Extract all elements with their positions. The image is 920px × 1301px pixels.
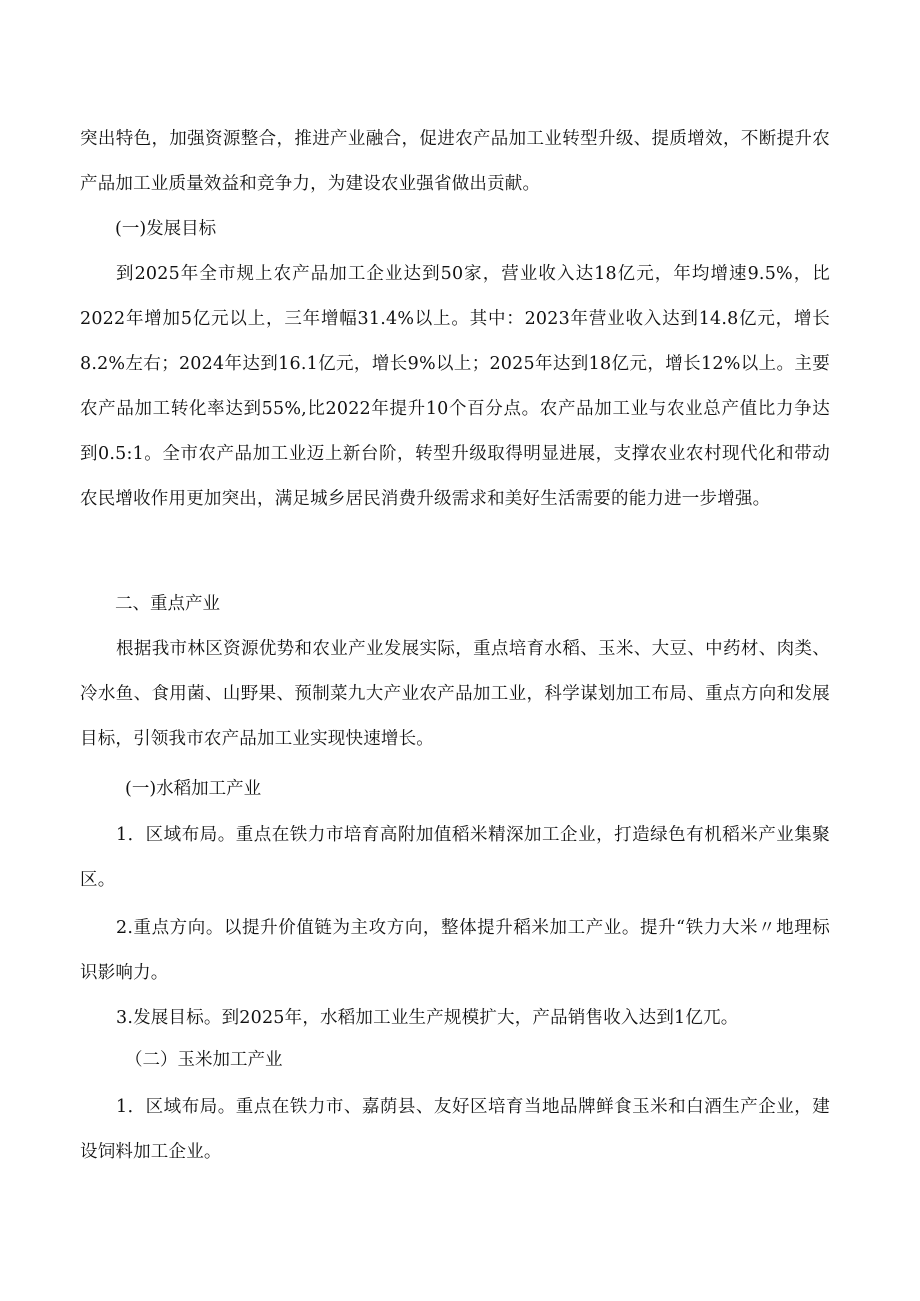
section-heading-development-goals: (一)发展目标 <box>115 219 217 239</box>
section-heading-corn-processing: （二）玉米加工产业 <box>125 1050 283 1070</box>
rice-development-goal-paragraph: 3.发展目标。到2025年，水稻加工业生产规模扩大，产品销售收入达到1亿兀。 <box>116 1008 739 1028</box>
intro-paragraph: 突出特色，加强资源整合，推进产业融合，促进农产品加工业转型升级、提质增效，不断提升农产品加工业质量效益和竞争力，为建设农业强省做出贡献。 <box>80 129 830 194</box>
section-heading-key-industries: 二、重点产业 <box>115 594 220 614</box>
key-industries-paragraph: 根据我市林区资源优势和农业产业发展实际，重点培育水稻、玉米、大豆、中药材、肉类、冷水鱼、食用菌、山野果、预制菜九大产业农产品加工业，科学谋划加工布局、重点方向和发展目标，引领我市农产品加工业实现快速增长。 <box>80 639 830 749</box>
corn-regional-layout-paragraph: 1．区域布局。重点在铁力市、嘉荫县、友好区培育当地品牌鲜食玉米和白酒生产企业，建设饲料加工企业。 <box>80 1097 830 1162</box>
development-goals-paragraph: 到2025年全市规上农产品加工企业达到50家，营业收入达18亿元，年均增速9.5%，比2022年增加5亿元以上，三年增幅31.4%以上。其中：2023年营业收入达到14.8亿元，增长8.2%左右；2024年达到16.1亿元，增长9%以上；2025年达到18亿元，增长12%以上。主要农产品加工转化率达到55%,比2022年提升10个百分点。农产品加工业与农业总产值比力争达到0.5:1。全市农产品加工业迈上新台阶，转型升级取得明显进展，支撑农业农村现代化和带动农民增收作用更加突出，满足城乡居民消费升级需求和美好生活需要的能力进一步增强。 <box>80 264 830 509</box>
rice-regional-layout-paragraph: 1．区域布局。重点在铁力市培育高附加值稻米精深加工企业，打造绿色有机稻米产业集聚区。 <box>80 825 830 890</box>
rice-key-direction-paragraph: 2.重点方向。以提升价值链为主攻方向，整体提升稻米加工产业。提升“铁力大米〃地理标识影响力。 <box>80 918 830 983</box>
section-heading-rice-processing: (一)水稻加工产业 <box>125 779 262 799</box>
